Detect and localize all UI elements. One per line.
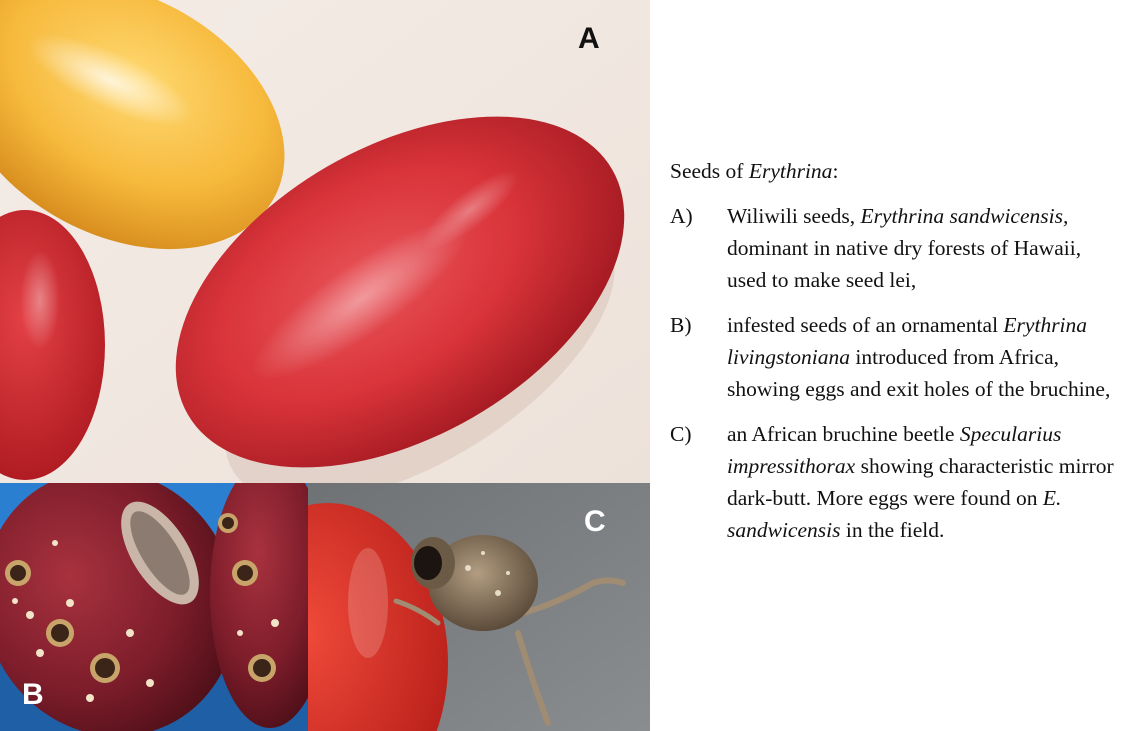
- panel-label-b: B: [22, 678, 44, 711]
- photo-panel-c: [308, 483, 650, 731]
- item-text: an African bruchine beetle Specularius impressithorax showing characteristic mirror dark-butt. More eggs were found on E. sandwicensis in the field.: [727, 422, 1114, 542]
- item-letter: B): [670, 313, 692, 337]
- item-letter: C): [670, 422, 692, 446]
- item-letter: A): [670, 204, 693, 228]
- photo-panel-a: [0, 0, 650, 483]
- photo-panel-b: [0, 483, 308, 731]
- infested-seeds-photo: [0, 483, 308, 731]
- panel-label-c: C: [584, 505, 606, 538]
- panel-label-a: A: [578, 22, 600, 55]
- figure-caption: [670, 155, 1120, 559]
- caption-item-b: [670, 309, 1120, 405]
- item-text: infested seeds of an ornamental Erythrina livingstoniana introduced from Africa, showing eggs and exit holes of the bruchine,: [727, 313, 1111, 401]
- wiliwili-seeds-photo: [0, 0, 650, 483]
- caption-item-c: [670, 418, 1120, 546]
- caption-title: Seeds of Erythrina:: [670, 159, 839, 183]
- item-text: Wiliwili seeds, Erythrina sandwicensis, dominant in native dry forests of Hawaii, used to make seed lei,: [727, 204, 1082, 292]
- caption-item-a: [670, 200, 1120, 296]
